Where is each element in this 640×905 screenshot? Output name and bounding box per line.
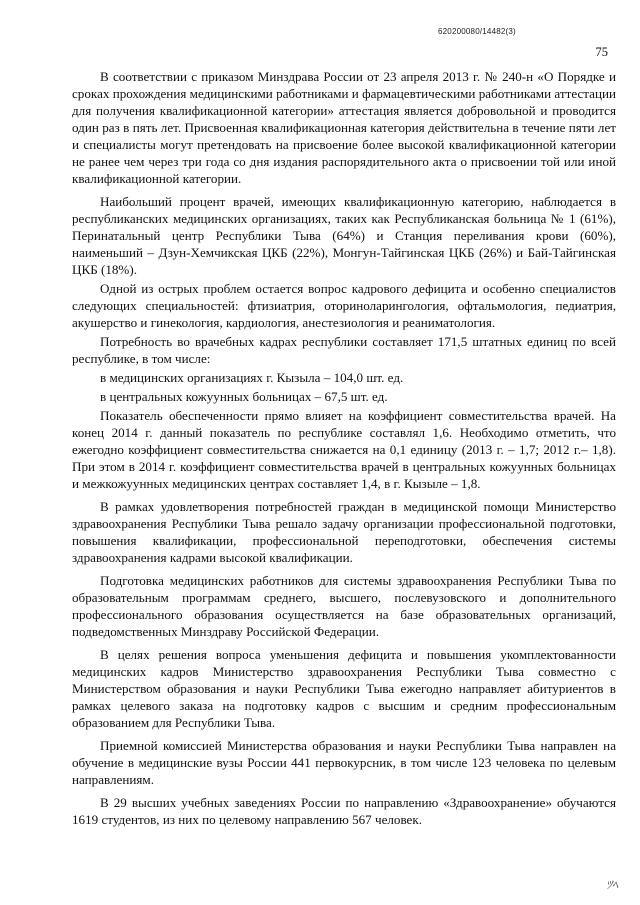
paragraph-ministry-task: В рамках удовлетворения потребностей граждан в медицинской помощи Министерство здравоохранения Республики Тыва решало задачу организации профессиональной подготовки, повышения квалификации, профессиональной переподготовки, обеспечения системы здравоохранения кадрами высокой квалификации. xyxy=(72,499,616,565)
document-code: 620200080/14482(3) xyxy=(438,27,516,36)
paragraph-attestation-order: В соответствии с приказом Минздрава России от 23 апреля 2013 г. № 240-н «О Порядке и сроках прохождения медицинскими работниками и фармацевтическими работниками аттестации для получения квалификационной категории» аттестация является добровольной и проводится один раз в пять лет. Присвоенная квалификационная категория действительна в течение пяти лет и специалисты могут претендовать на присвоение более высокой квалификационной категории не ранее чем через три года со дня издания распорядительного акта о присвоении той или иной квалификационной категории. xyxy=(72,69,616,186)
paragraph-universities: В 29 высших учебных заведениях России по направлению «Здравоохранение» обучаются 1619 студентов, из них по целевому направлению 567 человек. xyxy=(72,795,616,827)
paragraph-category-percent: Наибольший процент врачей, имеющих квалификационную категорию, наблюдается в республиканских медицинских организациях, таких как Республиканская больница № 1 (61%), Перинатальный центр Республики Тыва (64%) и Станция переливания крови (60%), наименьший – Дзун-Хемчикская ЦКБ (22%), Монгун-Тайгинская ЦКБ (26%) и Бай-Тайгинская ЦКБ (18%). xyxy=(72,194,616,277)
list-item-central-hospitals: в центральных кожуунных больницах – 67,5 шт. ед. xyxy=(100,389,388,404)
handwritten-initials: ﾂﾍ xyxy=(605,878,618,892)
list-item-kyzyl: в медицинских организациях г. Кызыла – 104,0 шт. ед. xyxy=(100,370,404,385)
paragraph-coefficient: Показатель обеспеченности прямо влияет на коэффициент совместительства врачей. На конец 2014 г. данный показатель по республике составлял 1,6. Необходимо отметить, что ежегодно коэффициент совместительства снижается на 0,1 единицу (2013 г. – 1,7; 2012 г.– 1,8). При этом в 2014 г. коэффициент совместительства врачей в центральных кожуунных больницах и межкожуунных медицинских центрах составляет 1,4, в г. Кызыле – 1,8. xyxy=(72,408,616,491)
paragraph-first-year-students: Приемной комиссией Министерства образования и науки Республики Тыва направлен на обучение в медицинские вузы России 441 первокурсник, в том числе 123 человека по целевым направлениям. xyxy=(72,738,616,787)
document-body xyxy=(72,68,616,830)
paragraph-targeted-admission: В целях решения вопроса уменьшения дефицита и повышения укомплектованности медицинских кадров Министерство здравоохранения Республики Тыва совместно с Министерством образования и науки Республики Тыва ежегодно направляет абитуриентов в рамках целевого заказа на подготовку кадров с высшим и средним профессиональным образованием для Республики Тыва. xyxy=(72,647,616,730)
paragraph-staff-shortage: Одной из острых проблем остается вопрос кадрового дефицита и особенно специалистов следующих специальностей: фтизиатрия, оториноларингология, офтальмология, педиатрия, акушерство и гинекология, кардиология, анестезиология и реаниматология. xyxy=(72,281,616,330)
paragraph-training: Подготовка медицинских работников для системы здравоохранения Республики Тыва по образовательным программам среднего, высшего, послевузовского и дополнительного профессионального образования осуществляется на базе образовательных организаций, подведомственных Минздраву Российской Федерации. xyxy=(72,573,616,639)
paragraph-staff-need: Потребность во врачебных кадрах республики составляет 171,5 штатных единиц по всей республике, в том числе: xyxy=(72,334,616,366)
page-number: 75 xyxy=(595,45,608,59)
